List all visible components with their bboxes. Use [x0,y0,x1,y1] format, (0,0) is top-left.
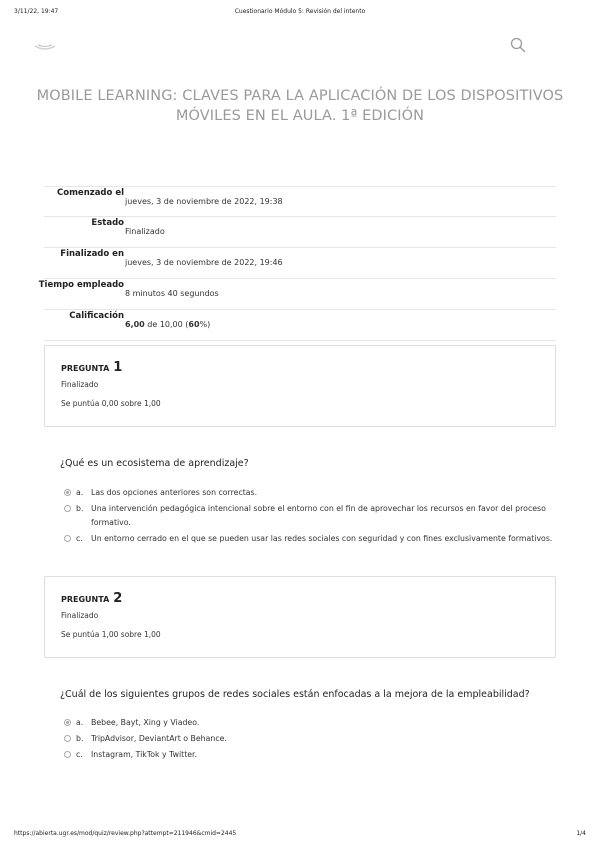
finished-value: jueves, 3 de noviembre de 2022, 19:46 [125,258,283,267]
radio-icon[interactable] [64,735,71,742]
summary-row-time [38,279,556,310]
state-value: Finalizado [125,227,165,236]
grade-score: 6,00 [125,320,145,329]
question-1-number [61,360,122,375]
question-2-text: ¿Cuál de los siguientes grupos de redes sociales están enfocadas a la mejora de la empleabilidad? [60,689,530,700]
course-title-line-1: MOBILE LEARNING: CLAVES PARA LA APLICACIÓN DE LOS DISPOSITIVOS [36,88,564,104]
question-prefix: PREGUNTA [61,595,110,604]
question-1-info [44,345,556,427]
answer-text: Las dos opciones anteriores son correctas. [91,488,258,497]
attempt-summary-table [38,186,556,341]
question-2-grade: Se puntúa 1,00 sobre 1,00 [61,630,161,639]
radio-icon[interactable] [64,505,71,512]
answer-letter: a. [76,718,84,727]
grade-value [125,320,210,329]
time-value: 8 minutos 40 segundos [125,289,219,298]
state-label: Estado [91,218,124,228]
radio-icon[interactable] [64,535,71,542]
summary-row-started [44,186,556,217]
answer-letter: a. [76,488,84,497]
summary-row-finished [44,248,556,279]
search-icon[interactable] [510,37,526,53]
radio-selected-icon[interactable] [64,489,71,496]
question-2-info [44,576,556,658]
radio-icon[interactable] [64,751,71,758]
print-header [0,8,600,20]
answer-letter: c. [76,534,83,543]
answer-letter: b. [76,504,84,513]
grade-mid: de 10,00 ( [144,320,189,329]
question-2-state: Finalizado [61,611,99,620]
answer-option[interactable] [64,502,554,530]
radio-selected-icon[interactable] [64,719,71,726]
answer-text: TripAdvisor, DeviantArt o Behance. [91,734,227,743]
question-1-answers [64,486,554,548]
answer-letter: c. [76,750,83,759]
question-1-text: ¿Qué es un ecosistema de aprendizaje? [60,458,249,469]
answer-option[interactable] [64,486,554,500]
grade-percent: 60 [188,320,200,329]
question-number: 2 [113,591,123,606]
answer-option[interactable] [64,748,554,762]
course-title-line-2: MÓVILES EN EL AULA. 1ª EDICIÓN [175,108,425,124]
answer-option[interactable] [64,532,554,546]
print-page-number: 1/4 [576,830,586,837]
finished-label: Finalizado en [60,249,124,259]
print-timestamp: 3/11/22, 19:47 [14,8,59,15]
summary-row-grade [44,310,556,341]
answer-text: Bebee, Bayt, Xing y Viadeo. [91,718,200,727]
grade-end: %) [199,320,211,329]
started-label: Comenzado el [57,188,124,198]
answer-letter: b. [76,734,84,743]
print-footer [0,830,600,842]
grade-label: Calificación [69,311,124,321]
question-1-grade: Se puntúa 0,00 sobre 1,00 [61,399,161,408]
print-document-title: Cuestionario Módulo 5: Revisión del intento [234,8,366,15]
answer-text: Un entorno cerrado en el que se pueden usar las redes sociales con seguridad y con fines exclusivamente formativos. [91,534,553,543]
print-url: https://abierta.ugr.es/mod/quiz/review.php?attempt=211946&cmid=2445 [14,830,237,837]
site-logo-icon[interactable] [34,40,56,52]
question-2-number [61,591,122,606]
started-value: jueves, 3 de noviembre de 2022, 19:38 [125,197,283,206]
course-title [30,86,570,126]
question-prefix: PREGUNTA [61,364,110,373]
answer-option[interactable] [64,732,554,746]
question-number: 1 [113,360,123,375]
question-1-state: Finalizado [61,380,99,389]
summary-row-state [44,217,556,248]
question-2-answers [64,716,554,764]
answer-text: Una intervención pedagógica intencional sobre el entorno con el fin de aprovechar los recursos en favor del proceso formativo. [91,504,546,527]
answer-option[interactable] [64,716,554,730]
answer-text: Instagram, TikTok y Twitter. [91,750,198,759]
time-label: Tiempo empleado [38,280,124,290]
